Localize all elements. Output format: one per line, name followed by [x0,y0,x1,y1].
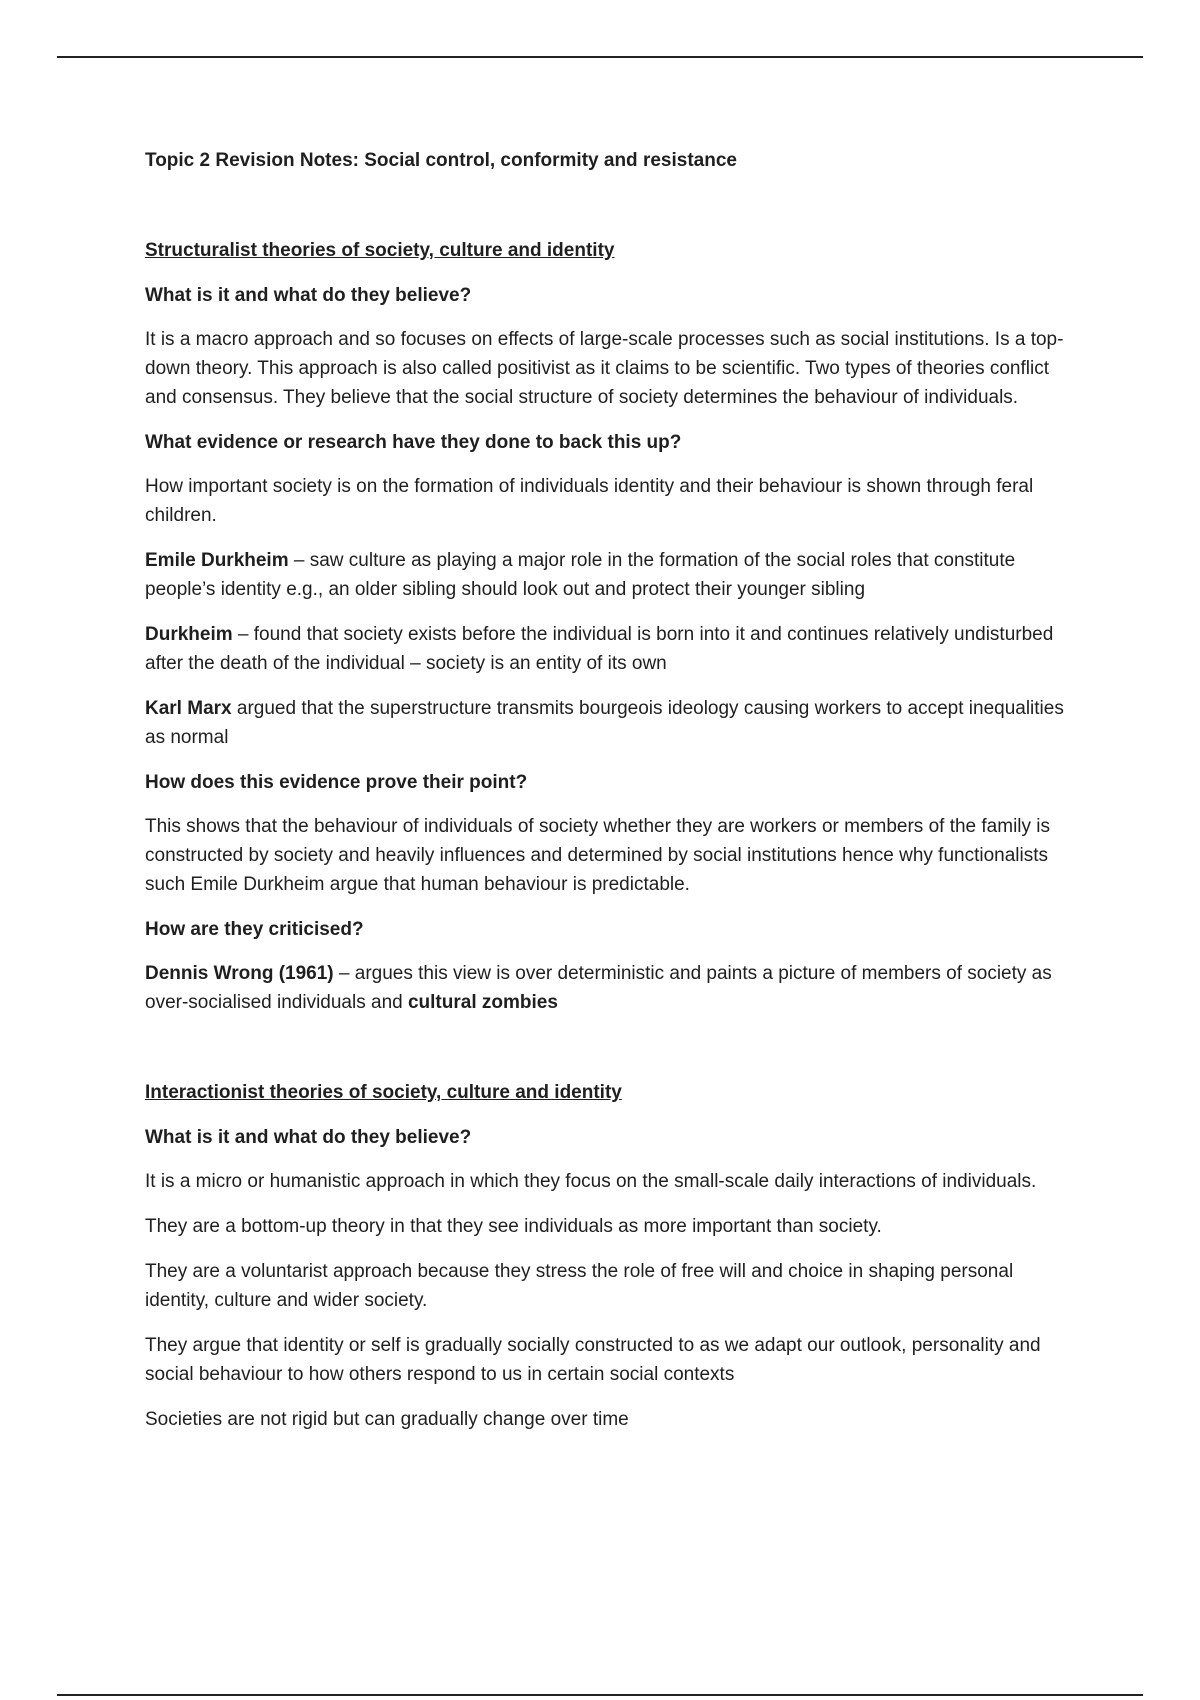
interactionist-paragraph-change: Societies are not rigid but can gradually change over time [145,1409,629,1430]
section-spacer [145,1033,1065,1078]
interactionist-paragraph-voluntarist: They are a voluntarist approach because they stress the role of free will and choice in shaping personal identity, culture and wider society. [145,1261,1014,1311]
interactionist-section [145,1078,1065,1434]
structuralist-question-criticism: How are they criticised? [145,919,364,940]
evidence-text: – saw culture as playing a major role in the formation of the social roles that constitute people’s identity e.g., an older sibling should look out and protect their younger sibling [145,550,1016,600]
structuralist-beliefs-paragraph: It is a macro approach and so focuses on effects of large-scale processes such as social institutions. Is a top-down theory. This approach is also called positivist as it claims to be scientific. Two types of theories conflict and consensus. They believe that the social structure of society determines the behaviour of individuals. [145,329,1064,408]
evidence-durkheim-culture [145,546,1065,604]
evidence-text: – found that society exists before the individual is born into it and continues relatively undisturbed after the death of the individual – society is an entity of its own [145,624,1054,674]
evidence-name: Emile Durkheim [145,550,289,571]
criticism-keyword: cultural zombies [407,992,558,1013]
footer-rule [57,1694,1143,1696]
criticism-name: Dennis Wrong (1961) [145,963,334,984]
evidence-durkheim-society [145,620,1065,678]
evidence-name: Karl Marx [145,698,232,719]
interactionist-question-beliefs: What is it and what do they believe? [145,1127,472,1148]
interactionist-paragraph-bottom-up: They are a bottom-up theory in that they see individuals as more important than society. [145,1216,882,1237]
structuralist-proof-paragraph: This shows that the behaviour of individuals of society whether they are workers or members of the family is constructed by society and heavily influences and determined by social institutions hence why functionalists such Emile Durkheim argue that human behaviour is predictable. [145,816,1051,895]
document-body [145,146,1065,1450]
interactionist-heading: Interactionist theories of society, culture and identity [145,1082,622,1103]
structuralist-question-evidence: What evidence or research have they done to back this up? [145,432,682,453]
structuralist-section [145,236,1065,1017]
evidence-marx [145,694,1065,752]
evidence-text: argued that the superstructure transmits bourgeois ideology causing workers to accept inequalities as normal [145,698,1064,748]
interactionist-paragraph-identity: They argue that identity or self is gradually socially constructed to as we adapt our outlook, personality and social behaviour to how others respond to us in certain social contexts [145,1335,1041,1385]
criticism-text: – argues this view is over deterministic and paints a picture of members of society as over-socialised individuals and [145,963,1052,1013]
evidence-name: Durkheim [145,624,233,645]
header-rule [57,56,1143,58]
structuralist-question-beliefs: What is it and what do they believe? [145,285,472,306]
criticism-dennis-wrong [145,959,1065,1017]
interactionist-paragraph-micro: It is a micro or humanistic approach in which they focus on the small-scale daily interactions of individuals. [145,1171,1037,1192]
structuralist-heading: Structuralist theories of society, culture and identity [145,240,615,261]
feral-children-paragraph: How important society is on the formation of individuals identity and their behaviour is shown through feral children. [145,476,1034,526]
structuralist-question-proof: How does this evidence prove their point? [145,772,528,793]
document-title: Topic 2 Revision Notes: Social control, conformity and resistance [145,150,737,171]
